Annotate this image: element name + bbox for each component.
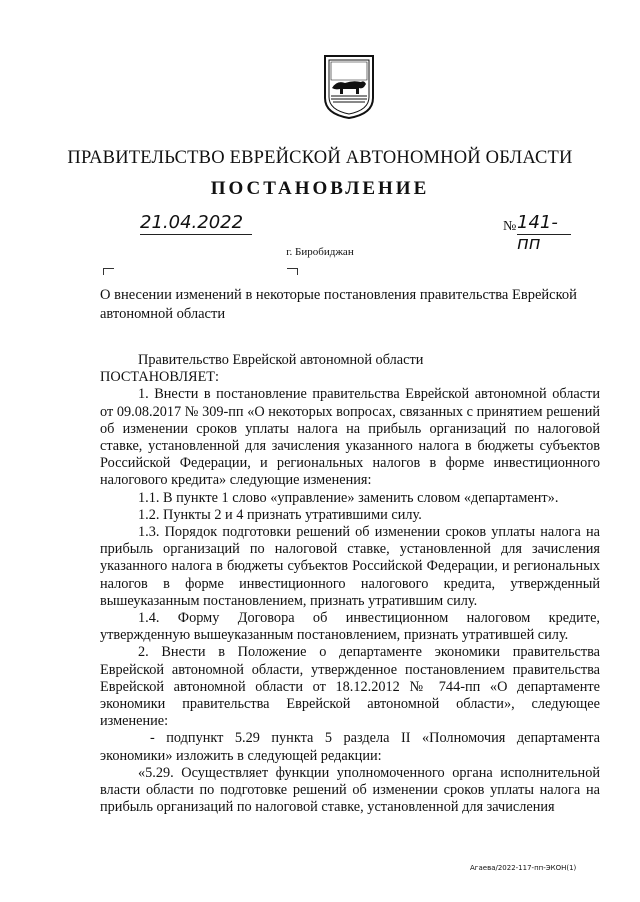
document-number-label: № <box>503 219 517 234</box>
government-title: ПРАВИТЕЛЬСТВО ЕВРЕЙСКОЙ АВТОНОМНОЙ ОБЛАСТИ <box>67 148 573 168</box>
paragraph-item-1-3: 1.3. Порядок подготовки решений об изменении сроков уплаты налога на прибыль организаций по налоговой ставке, установленной для зачисления указанного налога в бюджеты субъектов Российской Федерации, и региональных налогов в форме инвестиционного налогового кредита, утвержденный вышеуказанным постановлением, признать утратившим силу. <box>100 524 600 609</box>
paragraph-item-1-1: 1.1. В пункте 1 слово «управление» заменить словом «департамент». <box>138 489 559 506</box>
document-type-title: ПОСТАНОВЛЕНИЕ <box>210 178 430 199</box>
paragraph-item-1-4: 1.4. Форму Договора об инвестиционном налоговом кредите, утвержденную вышеуказанным постановлением, признать утратившей силу. <box>100 610 600 644</box>
right-corner-mark <box>287 268 298 275</box>
document-subject: О внесении изменений в некоторые постановления правительства Еврейской автономной области <box>100 287 577 322</box>
paragraph-item-2: 2. Внести в Положение о департаменте экономики правительства Еврейской автономной области, утвержденное постановлением правительства Еврейской автономной области от 18.12.2012 № 744-пп «О департаменте экономики правительства Еврейской автономной области», следующее изменение: <box>100 644 600 730</box>
paragraph-preamble: Правительство Еврейской автономной области <box>138 352 424 368</box>
city-name: г. Биробиджан <box>286 246 354 258</box>
paragraph-item-1: 1. Внести в постановление правительства Еврейской автономной области от 09.08.2017 № 309-пп «О некоторых вопросах, связанных с принятием решений об изменении сроков уплаты налога на прибыль организаций по налоговой ставке, установленной для зачисления указанного налога в бюджеты субъектов Российской Федерации, и региональных налогов в форме инвестиционного налогового кредита» следующие изменения: <box>100 386 600 489</box>
paragraph-subitem: - подпункт 5.29 пункта 5 раздела II «Полномочия департамента экономики» изложить в следующей редакции: <box>100 730 600 764</box>
document-number: 141-пп <box>517 212 571 235</box>
document-body <box>100 352 600 816</box>
left-corner-mark <box>103 268 114 275</box>
document-date: 21.04.2022 <box>140 212 252 235</box>
paragraph-quote: «5.29. Осуществляет функции уполномоченного органа исполнительной власти области по подготовке решений об изменении сроков уплаты налога на прибыль организаций по налоговой ставке, установленной для зачисления <box>100 764 600 816</box>
paragraph-item-1-2: 1.2. Пункты 2 и 4 признать утратившими силу. <box>138 506 422 523</box>
coat-of-arms-emblem <box>323 54 375 120</box>
paragraph-resolves: ПОСТАНОВЛЯЕТ: <box>100 369 220 386</box>
footer-reference: Агаева/2022-117-пп-ЭКОН(1) <box>470 864 577 872</box>
